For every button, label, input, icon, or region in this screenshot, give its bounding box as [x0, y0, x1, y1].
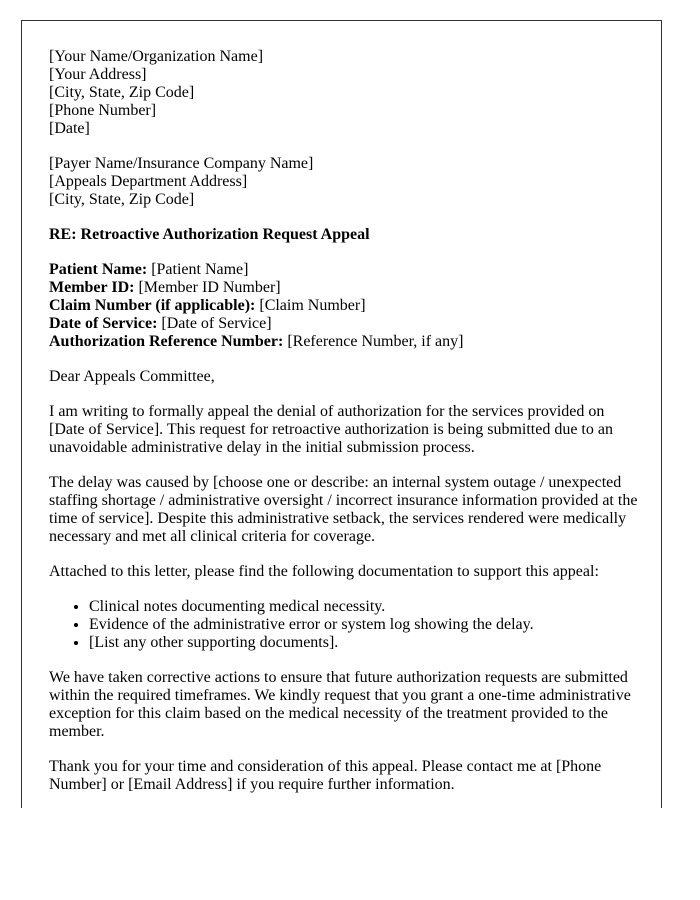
detail-label: Date of Service:	[49, 315, 158, 332]
detail-label: Member ID:	[49, 279, 135, 296]
sender-block	[49, 48, 640, 138]
sender-line: [City, State, Zip Code]	[49, 84, 195, 101]
detail-label: Claim Number (if applicable):	[49, 297, 256, 314]
detail-label: Patient Name:	[49, 261, 148, 278]
detail-value: [Member ID Number]	[134, 279, 281, 296]
sender-line: [Your Address]	[49, 66, 147, 83]
recipient-block	[49, 155, 640, 209]
letter-page	[21, 20, 662, 808]
detail-row-patient-name	[49, 261, 640, 279]
sender-line: [Date]	[49, 120, 90, 137]
detail-value: [Reference Number, if any]	[283, 333, 464, 350]
attachment-item: • [List any other supporting documents].	[89, 634, 640, 652]
sender-line: [Your Name/Organization Name]	[49, 48, 264, 65]
detail-row-authorization-reference	[49, 333, 640, 351]
detail-row-claim-number	[49, 297, 640, 315]
paragraph-corrective: We have taken corrective actions to ensure that future authorization requests are submitted within the required timeframes. We kindly request that you grant a one-time administrative exception for this claim based on the medical necessity of the treatment provided to the member.	[49, 669, 631, 740]
recipient-line: [City, State, Zip Code]	[49, 191, 195, 208]
paragraph-attached-lead: Attached to this letter, please find the following documentation to support this appeal:	[49, 563, 599, 580]
paragraph-intro: I am writing to formally appeal the denial of authorization for the services provided on [Date of Service]. This request for retroactive authorization is being submitted due to an unavoidable administrative delay in the initial submission process.	[49, 403, 613, 456]
recipient-line: [Payer Name/Insurance Company Name]	[49, 155, 314, 172]
paragraph-closing: Thank you for your time and consideration of this appeal. Please contact me at [Phone Number] or [Email Address] if you require further information.	[49, 758, 602, 793]
detail-value: [Claim Number]	[255, 297, 366, 314]
attachments-list	[49, 598, 640, 652]
detail-row-date-of-service	[49, 315, 640, 333]
detail-value: [Patient Name]	[147, 261, 249, 278]
detail-label: Authorization Reference Number:	[49, 333, 284, 350]
recipient-line: [Appeals Department Address]	[49, 173, 248, 190]
attachment-item: • Clinical notes documenting medical necessity.	[89, 598, 640, 616]
salutation: Dear Appeals Committee,	[49, 368, 215, 385]
patient-details-block	[49, 261, 640, 351]
paragraph-cause: The delay was caused by [choose one or describe: an internal system outage / unexpected staffing shortage / administrative oversight / incorrect insurance information provided at the time of service]. Despite this administrative setback, the services rendered were medically necessary and met all clinical criteria for coverage.	[49, 474, 638, 545]
attachment-item: • Evidence of the administrative error or system log showing the delay.	[89, 616, 640, 634]
detail-row-member-id	[49, 279, 640, 297]
sender-line: [Phone Number]	[49, 102, 157, 119]
detail-value: [Date of Service]	[157, 315, 272, 332]
subject-line: RE: Retroactive Authorization Request Appeal	[49, 226, 370, 243]
